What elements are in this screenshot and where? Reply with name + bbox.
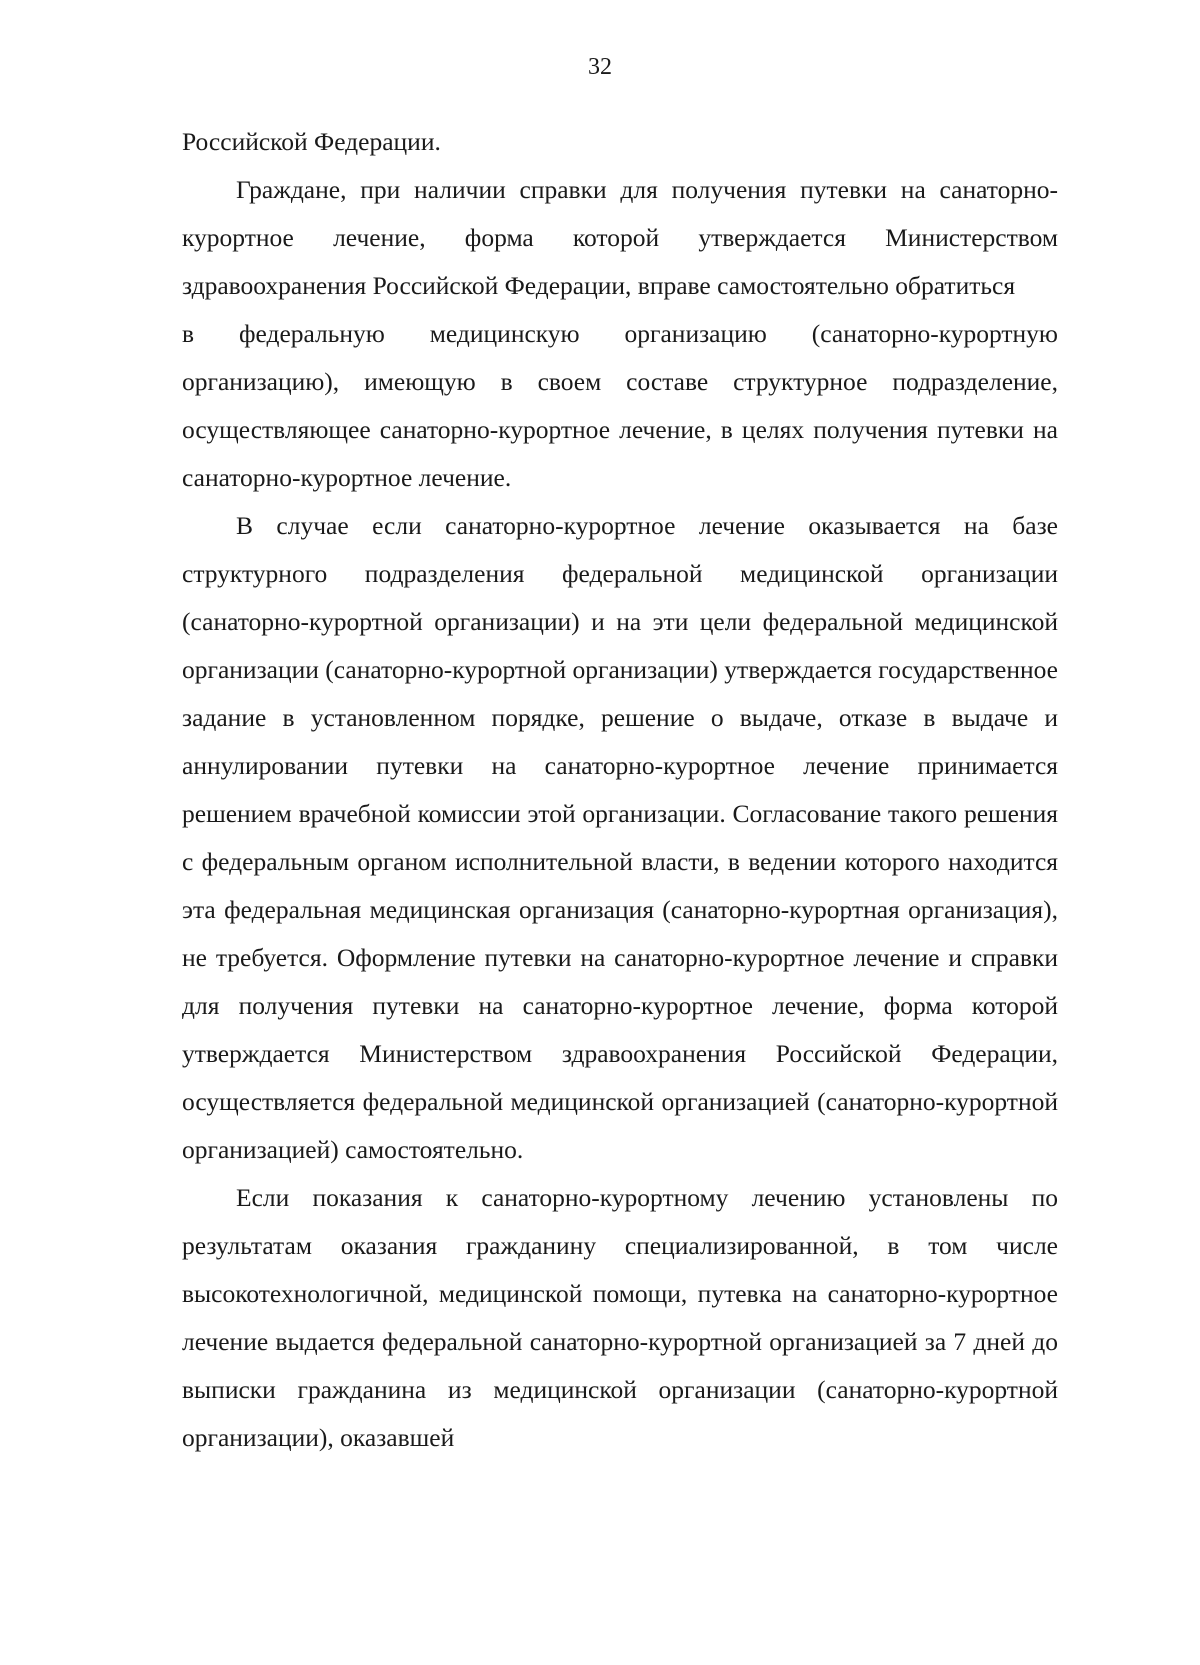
page-number: 32 (588, 54, 612, 80)
paragraph-continuation: Российской Федерации. (182, 127, 441, 156)
paragraph-structural-unit: В случае если санаторно-курортное лечение оказывается на базе структурного подразделения федеральной медицинской организации (санаторно-курортной организации) и на эти цели федеральной медицинской организации (санаторно-курортной организации) утверждается государственное задание в установленном порядке, решение о выдаче, отказе в выдаче и аннулировании путевки на санаторно-курортное лечение принимается решением врачебной комиссии этой организации. Согласование такого решения с федеральным органом исполнительной власти, в ведении которого находится эта федеральная медицинская организация (санаторно-курортная организация), не требуется. Оформление путевки на санаторно-курортное лечение и справки для получения путевки на санаторно-курортное лечение, форма которой утверждается Министерством здравоохранения Российской Федерации, осуществляется федеральной медицинской организацией (санаторно-курортной организацией) самостоятельно. (182, 511, 1058, 1164)
paragraph-citizens-right: Граждане, при наличии справки для получения путевки на санаторно-курортное лечение, форма которой утверждается Министерством здравоохранения Российской Федерации, вправе самостоятельно обратиться (182, 175, 1058, 300)
paragraph-federal-organization: в федеральную медицинскую организацию (санаторно-курортную организацию), имеющую в своем составе структурное подразделение, осуществляющее санаторно-курортное лечение, в целях получения путевки на санаторно-курортное лечение. (182, 319, 1058, 492)
document-body (182, 118, 1058, 1462)
paragraph-indications: Если показания к санаторно-курортному лечению установлены по результатам оказания гражданину специализированной, в том числе высокотехнологичной, медицинской помощи, путевка на санаторно-курортное лечение выдается федеральной санаторно-курортной организацией за 7 дней до выписки гражданина из медицинской организации (санаторно-курортной организации), оказавшей (182, 1183, 1058, 1452)
